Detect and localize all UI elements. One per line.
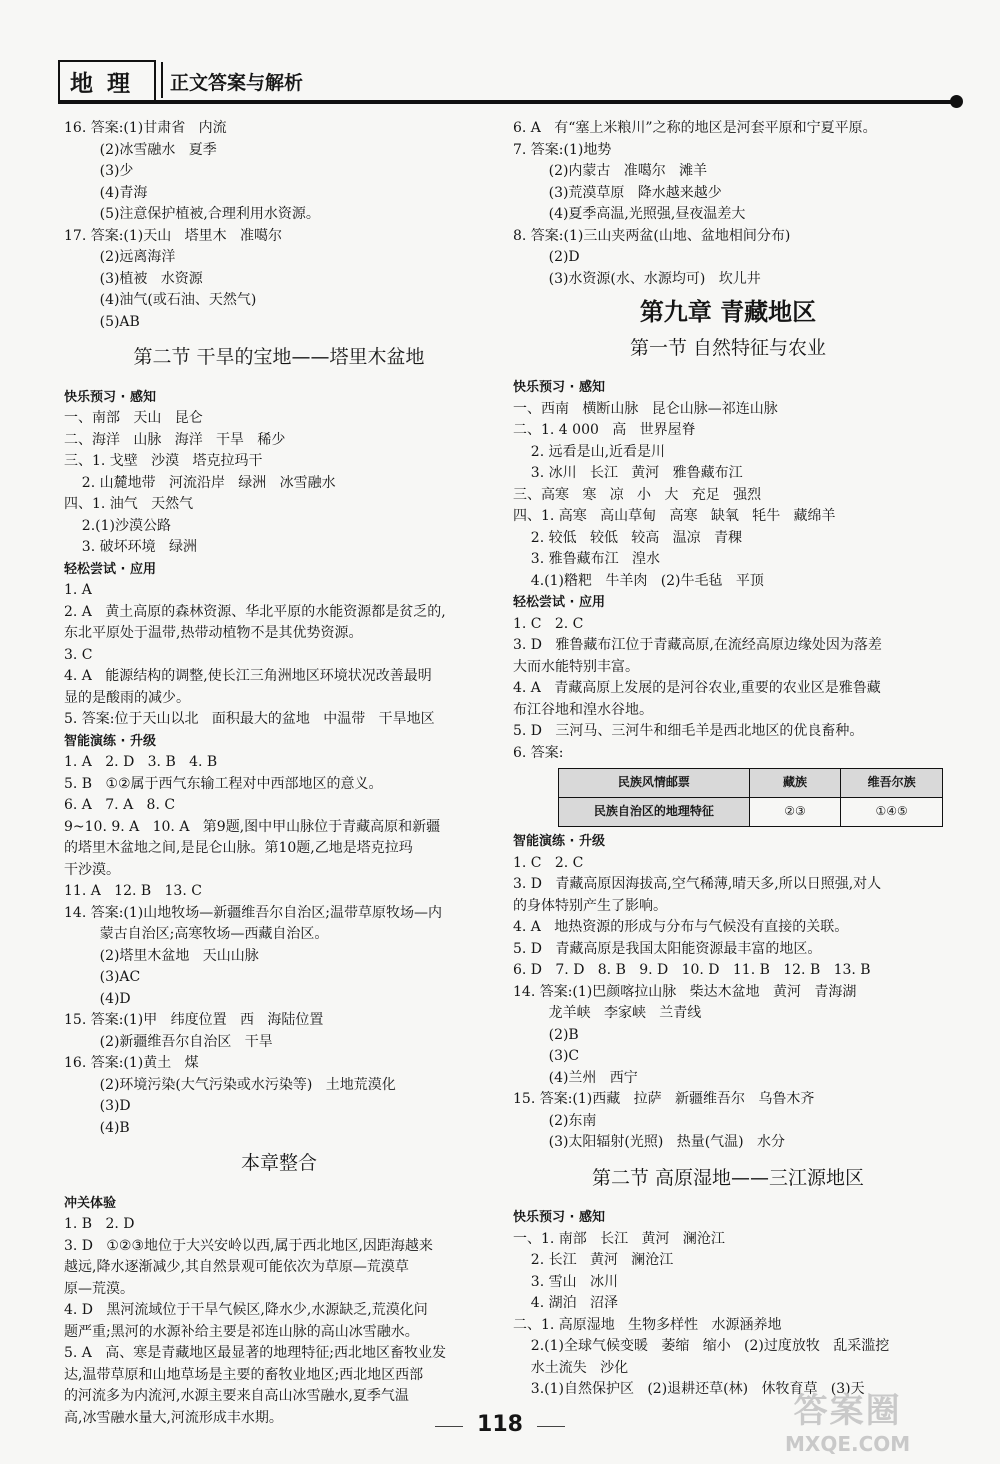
answer-line: (4)D [64, 990, 131, 1007]
answer-line: (4)B [64, 1119, 130, 1136]
answer-line: 16. 答案:(1)黄土 煤 [64, 1055, 199, 1071]
answers-16-17 [64, 118, 494, 333]
answer-line: 大而水能特别丰富。 [513, 658, 639, 675]
preview-answers-2 [513, 1229, 943, 1401]
answer-line: 3. 冰川 长江 黄河 雅鲁藏布江 [513, 465, 743, 481]
answer-line: 11. A 12. B 13. C [64, 883, 202, 899]
subheading-try: 轻松尝试 · 应用 [64, 561, 156, 577]
answer-line: (2)D [513, 249, 580, 265]
answer-line: 布江谷地和湟水谷地。 [513, 701, 653, 718]
answer-line: 3. 雅鲁藏布江 湟水 [513, 551, 660, 567]
preview-answers [513, 399, 943, 593]
answer-line: 原—荒漠。 [64, 1280, 134, 1297]
answer-line: 高,冰雪融水量大,河流形成丰水期。 [64, 1409, 283, 1426]
table-row [559, 798, 943, 827]
chapter-summary-title: 本章整合 [240, 1152, 317, 1174]
try-answers [64, 580, 494, 731]
table-cell: ②③ [749, 798, 841, 827]
answer-line: 3. D ①②③地位于大兴安岭以西,属于西北地区,因距海越来 [64, 1237, 433, 1254]
subheading-preview: 快乐预习 · 感知 [64, 389, 156, 405]
table-header-cell: 藏族 [749, 769, 841, 798]
header-rule [58, 100, 955, 104]
practice-answers [513, 853, 943, 1154]
answer-line: 题严重;黑河的水源补给主要是祁连山脉的高山冰雪融水。 [64, 1323, 419, 1340]
answer-line: 二、1. 4 000 高 世界屋脊 [513, 422, 696, 438]
answer-line: (2)环境污染(大气污染或水污染等) 土地荒漠化 [64, 1076, 396, 1093]
answer-line: 的塔里木盆地之间,是昆仑山脉。第10题,乙地是塔克拉玛 [64, 840, 413, 856]
answer-line: 3.(1)自然保护区 (2)退耕还草(林) 休牧育草 (3)天 [513, 1381, 865, 1397]
answer-line: 4. A 青藏高原上发展的是河谷农业,重要的农业区是雅鲁藏 [513, 680, 881, 696]
answer-line: (3)植被 水资源 [64, 270, 203, 287]
section-title-natural: 第一节 自然特征与农业 [629, 336, 827, 359]
answer-line: 干沙漠。 [64, 861, 120, 878]
answer-line: (3)荒漠草原 降水越来越少 [513, 184, 722, 201]
answer-line: 一、西南 横断山脉 昆仑山脉—祁连山脉 [513, 400, 778, 417]
answers-6-8 [513, 118, 943, 290]
answer-line: (2)冰雪融水 夏季 [64, 141, 217, 158]
subheading-challenge: 冲关体验 [64, 1195, 117, 1211]
answer-line: (3)AC [64, 969, 141, 985]
answer-line: (3)C [513, 1048, 580, 1064]
header-dot-icon [950, 95, 963, 108]
footer-dash [537, 1426, 565, 1427]
answer-line: 1. A [64, 582, 92, 598]
answer-line: (2)远离海洋 [64, 249, 176, 265]
header-subtitle: 正文答案与解析 [170, 72, 304, 94]
answer-line: (3)太阳辐射(光照) 热量(气温) 水分 [513, 1134, 785, 1150]
watermark-logo [785, 1383, 910, 1456]
page-number: 118 [477, 1412, 523, 1437]
subheading-practice: 智能演练 · 升级 [64, 733, 156, 749]
subheading-practice: 智能演练 · 升级 [513, 834, 605, 849]
watermark-text: 答案圈 [793, 1391, 902, 1431]
subheading-try: 轻松尝试 · 应用 [513, 595, 605, 610]
answer-line: (4)青海 [64, 184, 148, 201]
answer-line: 7. 答案:(1)地势 [513, 141, 612, 158]
answer-line: 4. 湖泊 沼泽 [513, 1295, 618, 1311]
page-header [58, 58, 963, 104]
answer-line: (2)东南 [513, 1112, 597, 1129]
answer-line: 14. 答案:(1)山地牧场—新疆维吾尔自治区;温带草原牧场—内 [64, 904, 442, 921]
answer-line: 15. 答案:(1)西藏 拉萨 新疆维吾尔 乌鲁木齐 [513, 1091, 815, 1107]
subheading-preview: 快乐预习 · 感知 [513, 380, 605, 395]
answer-line: (4)夏季高温,光照强,昼夜温差大 [513, 206, 746, 222]
answer-line: 2. 远看是山,近看是川 [513, 443, 666, 460]
subject-box [58, 60, 156, 102]
watermark-url: MXQE.COM [785, 1432, 911, 1456]
answer-line: 水土流失 沙化 [513, 1359, 629, 1376]
answer-line: (3)D [64, 1098, 131, 1114]
answer-line: (2)内蒙古 准噶尔 滩羊 [513, 163, 708, 179]
answer-line: 四、1. 高寒 高山草甸 高寒 缺氧 牦牛 藏绵羊 [513, 508, 836, 524]
table-header-row [559, 769, 943, 798]
try-answers [513, 614, 943, 765]
footer-dash [435, 1426, 463, 1427]
answer-line: 16. 答案:(1)甘肃省 内流 [64, 120, 227, 136]
answer-line: 三、1. 戈壁 沙漠 塔克拉玛干 [64, 453, 263, 469]
answer-line: 14. 答案:(1)巴颜喀拉山脉 柴达木盆地 黄河 青海湖 [513, 983, 857, 1000]
answer-line: (5)注意保护植被,合理利用水资源。 [64, 206, 320, 222]
answer-line: 越远,降水逐渐减少,其自然景观可能依次为草原—荒漠草 [64, 1259, 409, 1275]
answer-line: 6. D 7. D 8. B 9. D 10. D 11. B 12. B 13. B [513, 962, 871, 978]
answer-line: (5)AB [64, 313, 140, 330]
answer-line: 6. A 7. A 8. C [64, 797, 176, 813]
answer-line: 的河流多为内流河,水源主要来自高山冰雪融水,夏季气温 [64, 1388, 409, 1404]
answer-line: 15. 答案:(1)甲 纬度位置 西 海陆位置 [64, 1012, 324, 1028]
answer-line: (2)塔里木盆地 天山山脉 [64, 947, 259, 964]
answer-line: 2. A 黄土高原的森林资源、华北平原的水能资源都是贫乏的, [64, 603, 446, 620]
answer-line: 东北平原处于温带,热带动植物不是其优势资源。 [64, 625, 363, 641]
answer-line: 三、高寒 寒 凉 小 大 充足 强烈 [513, 486, 762, 503]
answer-line: 6. 答案: [513, 744, 564, 761]
answer-line: 5. 答案:位于天山以北 面积最大的盆地 中温带 干旱地区 [64, 711, 435, 727]
answer-line: 1. C 2. C [513, 854, 584, 871]
answer-line: 2. 山麓地带 河流沿岸 绿洲 冰雪融水 [64, 474, 336, 491]
answer-line: 17. 答案:(1)天山 塔里木 准噶尔 [64, 227, 282, 244]
chapter-title: 第九章 青藏地区 [639, 298, 817, 326]
table-header-cell: 维吾尔族 [841, 769, 943, 798]
answer-line: 3. 雪山 冰川 [513, 1273, 618, 1290]
left-column [64, 118, 494, 1429]
header-divider [161, 62, 163, 98]
answer-line: 4. D 黑河流域位于干旱气候区,降水少,水源缺乏,荒漠化问 [64, 1302, 428, 1318]
answer-line: 5. D 青藏高原是我国太阳能资源最丰富的地区。 [513, 940, 822, 957]
table-cell: ①④⑤ [841, 798, 943, 827]
answer-line: 3. D 雅鲁藏布江位于青藏高原,在流经高原边缘处因为落差 [513, 637, 882, 653]
right-column [513, 118, 943, 1401]
answer-line: 3. 破坏环境 绿洲 [64, 539, 197, 555]
answer-line: 二、1. 高原湿地 生物多样性 水源涵养地 [513, 1316, 782, 1333]
answer-line: (3)少 [64, 163, 134, 179]
answer-line: (3)水资源(水、水源均可) 坎儿井 [513, 270, 761, 287]
practice-answers [64, 752, 494, 1139]
answer-line: 二、海洋 山脉 海洋 干旱 稀少 [64, 431, 286, 448]
answer-line: 1. A 2. D 3. B 4. B [64, 754, 218, 770]
answer-line: 3. C [64, 646, 93, 663]
answer-line: 四、1. 油气 天然气 [64, 496, 194, 512]
answer-line: 2.(1)全球气候变暖 萎缩 缩小 (2)过度放牧 乱采滥挖 [513, 1338, 890, 1354]
answer-line: 4. A 能源结构的调整,使长江三角洲地区环境状况改善最明 [64, 668, 432, 684]
table-row-label: 民族自治区的地理特征 [559, 798, 750, 827]
answer-line: 3. D 青藏高原因海拔高,空气稀薄,晴天多,所以日照强,对人 [513, 876, 882, 892]
answer-line: 1. C 2. C [513, 615, 584, 632]
answer-line: 9~10. 9. A 10. A 第9题,图中甲山脉位于青藏高原和新疆 [64, 818, 441, 835]
answer-line: 显的是酸雨的减少。 [64, 689, 190, 706]
answer-line: 2.(1)沙漠公路 [64, 517, 171, 534]
answer-line: 蒙古自治区;高寒牧场—西藏自治区。 [64, 926, 329, 942]
answer-line: (2)新疆维吾尔自治区 干旱 [64, 1033, 273, 1050]
preview-answers [64, 408, 494, 559]
answer-line: 1. B 2. D [64, 1216, 135, 1232]
answer-line: 的身体特别产生了影响。 [513, 897, 667, 914]
answer-line: 4. A 地热资源的形成与分布与气候没有直接的关联。 [513, 919, 849, 935]
subheading-preview-2: 快乐预习 · 感知 [513, 1210, 605, 1225]
answer-line: 5. D 三河马、三河牛和细毛羊是西北地区的优良畜种。 [513, 723, 864, 739]
answer-line: (4)兰州 西宁 [513, 1069, 638, 1086]
answer-line: 8. 答案:(1)三山夹两盆(山地、盆地相间分布) [513, 227, 791, 244]
answer-line: 5. A 高、寒是青藏地区最显著的地理特征;西北地区畜牧业发 [64, 1345, 446, 1361]
table-header-cell: 民族风情邮票 [559, 769, 750, 798]
answer-line: 2. 较低 较低 较高 温凉 青稞 [513, 529, 743, 546]
answer-line: 6. A 有“塞上米粮川”之称的地区是河套平原和宁夏平原。 [513, 120, 877, 136]
answer-line: (4)油气(或石油、天然气) [64, 292, 257, 308]
answer-line: 一、1. 南部 长江 黄河 澜沧江 [513, 1230, 725, 1247]
answer-line: 2. 长江 黄河 澜沧江 [513, 1252, 674, 1268]
section-title-tarim: 第二节 干旱的宝地——塔里木盆地 [133, 346, 425, 368]
subject-label: 地理 [70, 70, 144, 97]
section-title-sanjiangyuan: 第二节 高原湿地——三江源地区 [591, 1166, 865, 1189]
answer-line: 5. B ①②属于西气东输工程对中西部地区的意义。 [64, 775, 383, 792]
answer-line: 达,温带草原和山地草场是主要的畜牧业地区;西北地区西部 [64, 1366, 424, 1383]
ethnic-stamp-table [558, 768, 943, 827]
challenge-answers [64, 1214, 494, 1429]
answer-line: 龙羊峡 李家峡 兰青线 [513, 1005, 702, 1021]
answer-line: 4.(1)糌粑 牛羊肉 (2)牛毛毡 平顶 [513, 572, 764, 589]
answer-line: (2)B [513, 1026, 579, 1043]
answer-line: 一、南部 天山 昆仑 [64, 410, 203, 426]
